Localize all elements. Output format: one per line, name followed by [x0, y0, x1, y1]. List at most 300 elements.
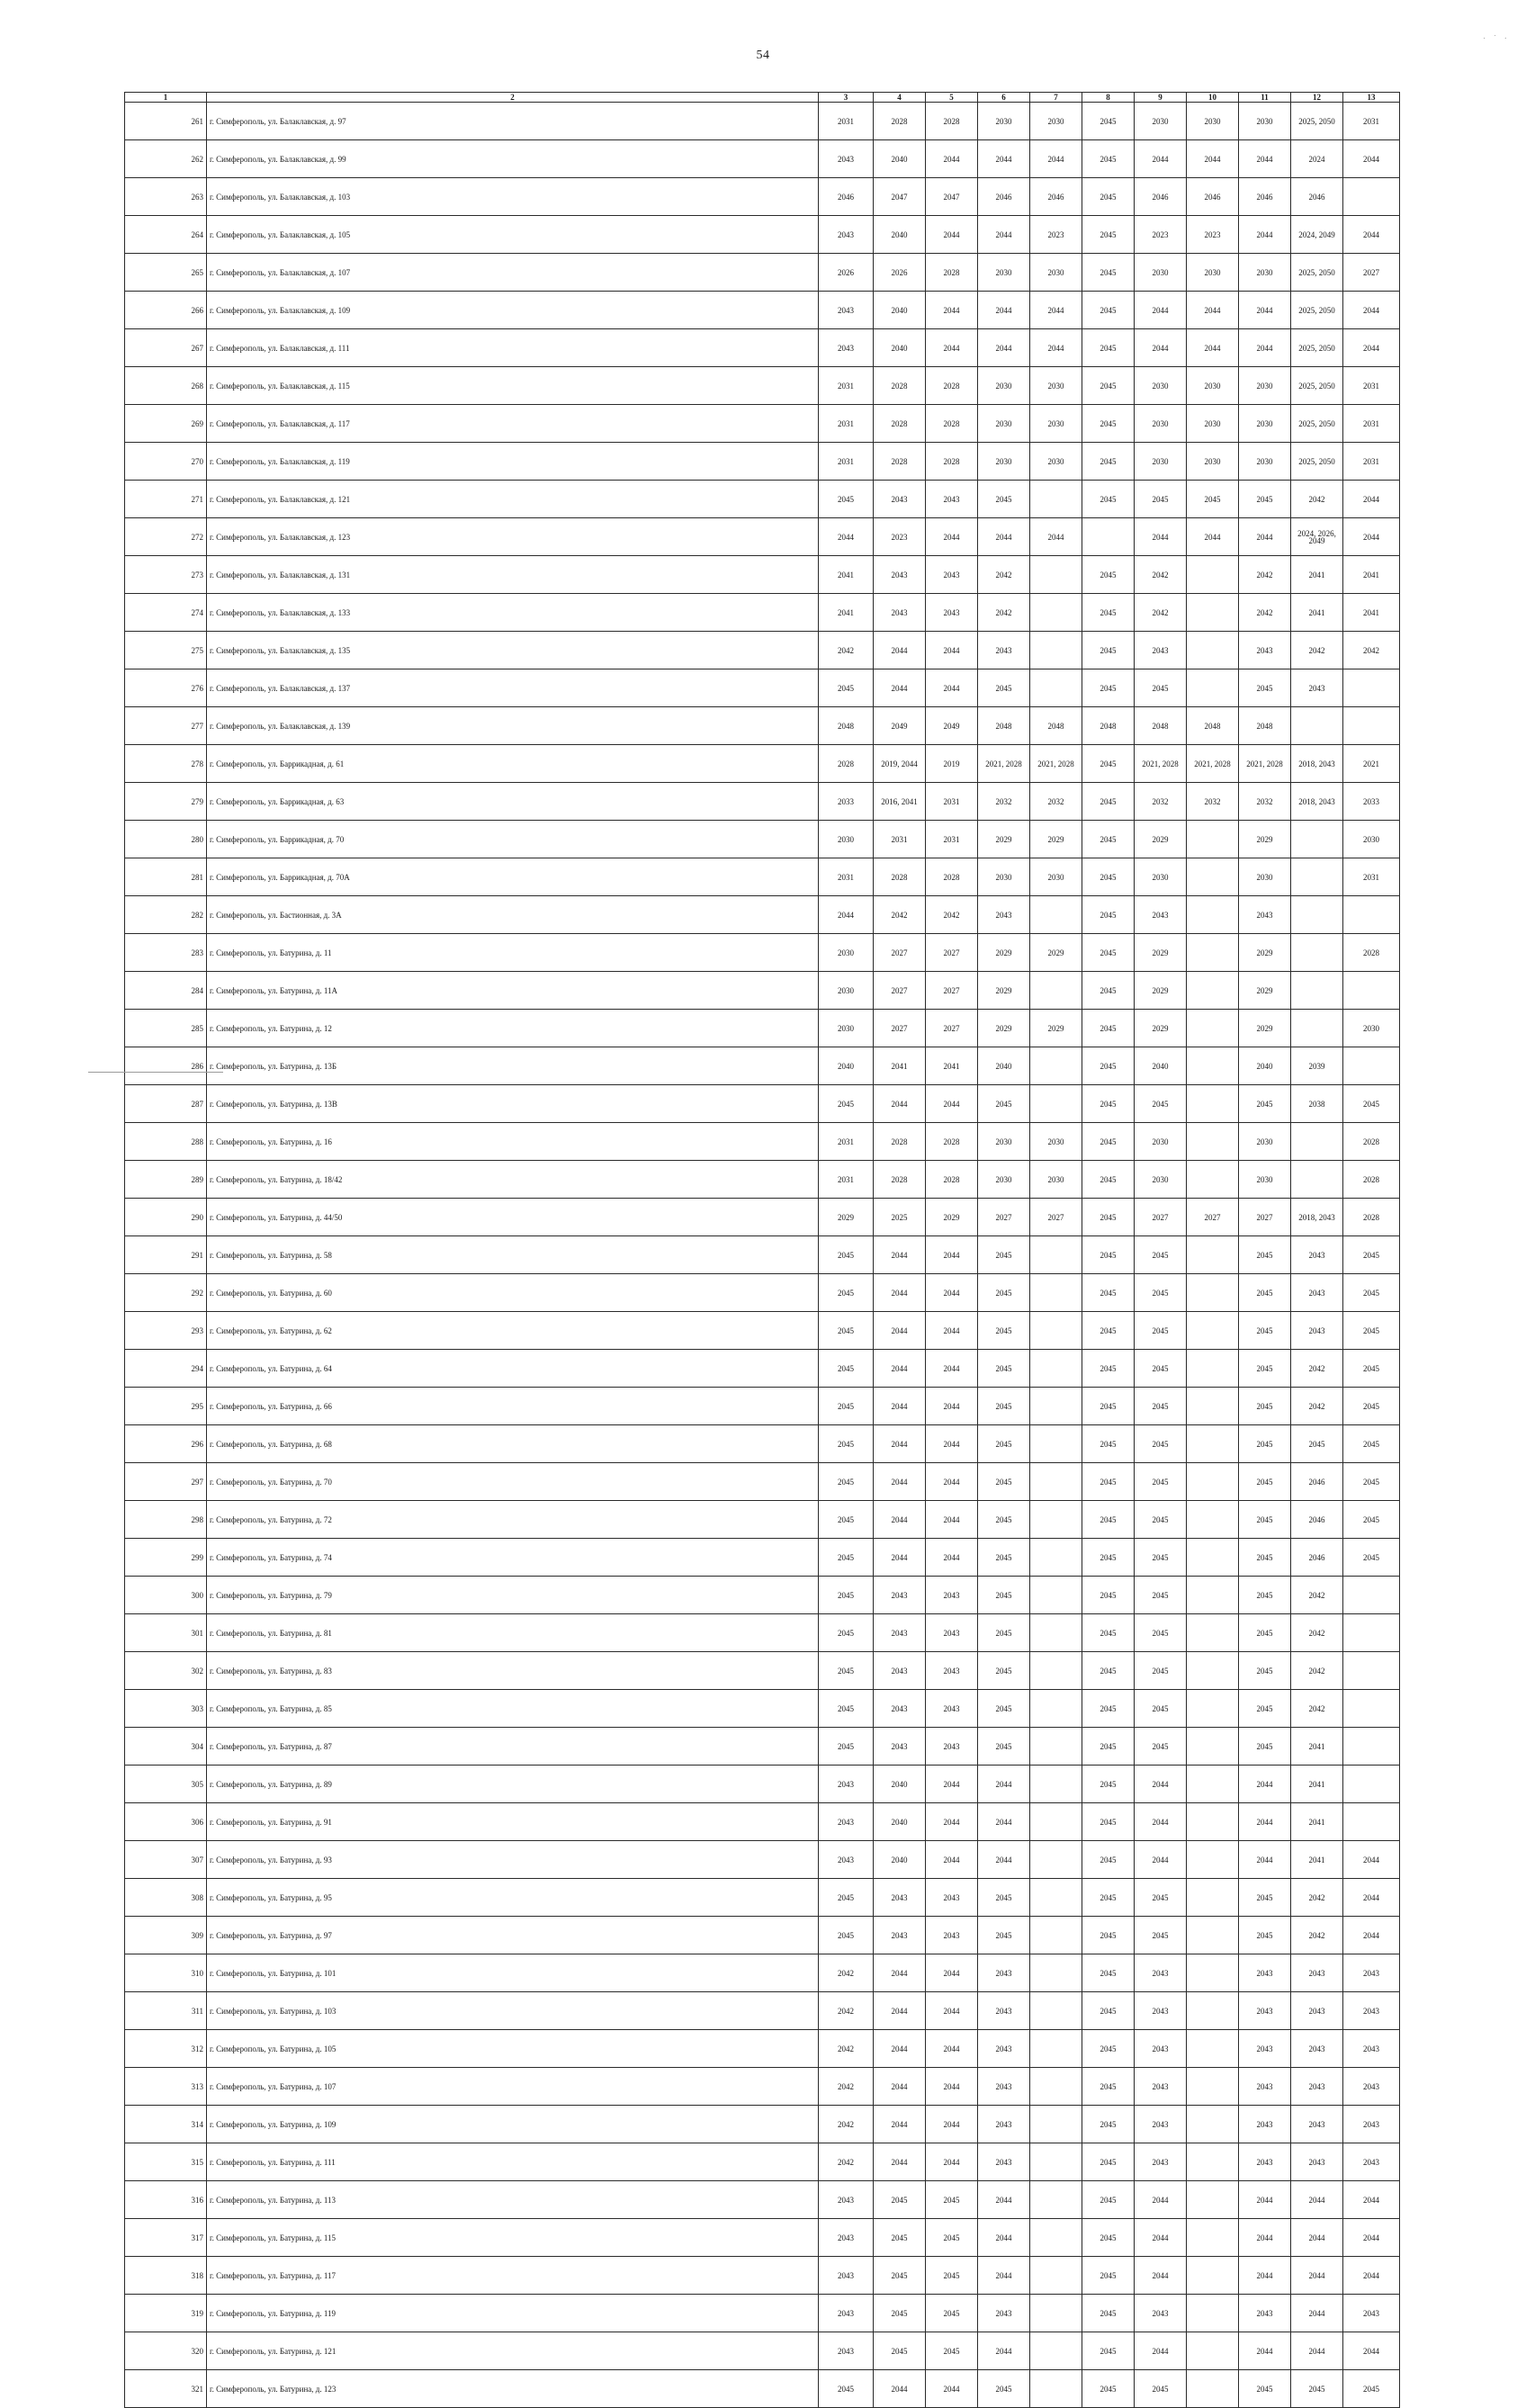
year-cell [1187, 1841, 1239, 1879]
year-cell [1082, 518, 1135, 556]
table-row [125, 1690, 1400, 1728]
year-cell: 2045 [1082, 1803, 1135, 1841]
table-row [125, 2030, 1400, 2068]
year-cell: 2045 [1239, 1614, 1291, 1652]
year-cell: 2043 [926, 1652, 978, 1690]
address-cell: г. Симферополь, ул. Балаклавская, д. 117 [207, 405, 819, 443]
year-cell: 2042 [1291, 1879, 1343, 1917]
year-cell: 2027 [1343, 254, 1400, 292]
year-cell: 2041 [1291, 1803, 1343, 1841]
address-cell: г. Симферополь, ул. Батурина, д. 83 [207, 1652, 819, 1690]
year-cell: 2045 [1082, 783, 1135, 821]
year-cell [1187, 2181, 1239, 2219]
year-cell: 2044 [874, 1501, 926, 1539]
footer-rule [88, 1072, 223, 1073]
year-cell: 2044 [1343, 1917, 1400, 1954]
year-cell: 2045 [1082, 669, 1135, 707]
year-cell: 2044 [874, 1463, 926, 1501]
address-cell: г. Симферополь, ул. Батурина, д. 74 [207, 1539, 819, 1577]
row-number-cell: 321 [125, 2370, 207, 2408]
year-cell: 2031 [819, 1123, 874, 1161]
year-cell: 2042 [978, 594, 1030, 632]
year-cell: 2045 [1135, 1917, 1187, 1954]
year-cell: 2021, 2028 [1187, 745, 1239, 783]
year-cell: 2045 [978, 1879, 1030, 1917]
year-cell [1187, 821, 1239, 858]
year-cell: 2045 [1082, 1312, 1135, 1350]
year-cell: 2045 [1082, 2181, 1135, 2219]
table-row [125, 783, 1400, 821]
year-cell: 2044 [874, 1236, 926, 1274]
year-cell: 2045 [1343, 1312, 1400, 1350]
year-cell: 2044 [1343, 2257, 1400, 2295]
row-number-cell: 273 [125, 556, 207, 594]
year-cell: 2043 [1135, 1992, 1187, 2030]
year-cell: 2045 [1135, 1690, 1187, 1728]
year-cell: 2025, 2050 [1291, 405, 1343, 443]
address-cell: г. Симферополь, ул. Балаклавская, д. 99 [207, 140, 819, 178]
year-cell [1030, 1652, 1082, 1690]
year-cell: 2028 [926, 443, 978, 481]
year-cell: 2043 [978, 2030, 1030, 2068]
year-cell [1030, 1803, 1082, 1841]
address-cell: г. Симферополь, ул. Батурина, д. 93 [207, 1841, 819, 1879]
year-cell: 2045 [1135, 1539, 1187, 1577]
year-cell: 2044 [874, 669, 926, 707]
year-cell: 2045 [1082, 1388, 1135, 1425]
year-cell: 2044 [926, 292, 978, 329]
address-cell: г. Симферополь, ул. Батурина, д. 121 [207, 2332, 819, 2370]
year-cell: 2027 [926, 934, 978, 972]
year-cell: 2033 [819, 783, 874, 821]
year-cell: 2044 [1343, 1841, 1400, 1879]
year-cell: 2044 [926, 518, 978, 556]
row-number-cell: 304 [125, 1728, 207, 1766]
year-cell: 2045 [1082, 1236, 1135, 1274]
year-cell [1030, 1954, 1082, 1992]
table-row [125, 972, 1400, 1010]
year-cell: 2045 [1343, 1085, 1400, 1123]
year-cell: 2048 [978, 707, 1030, 745]
year-cell: 2042 [874, 896, 926, 934]
year-cell: 2045 [1082, 1652, 1135, 1690]
address-cell: г. Симферополь, ул. Батурина, д. 95 [207, 1879, 819, 1917]
year-cell: 2041 [1291, 1766, 1343, 1803]
year-cell: 2045 [1082, 2219, 1135, 2257]
year-cell: 2045 [978, 1614, 1030, 1652]
row-number-cell: 303 [125, 1690, 207, 1728]
year-cell: 2045 [1082, 2143, 1135, 2181]
year-cell: 2045 [1239, 1388, 1291, 1425]
year-cell: 2045 [978, 1388, 1030, 1425]
year-cell: 2044 [926, 1992, 978, 2030]
table-row [125, 1123, 1400, 1161]
year-cell: 2044 [1343, 216, 1400, 254]
year-cell: 2030 [978, 443, 1030, 481]
table-row [125, 2295, 1400, 2332]
row-number-cell: 314 [125, 2106, 207, 2143]
year-cell: 2043 [1135, 2068, 1187, 2106]
address-cell: г. Симферополь, ул. Баррикадная, д. 70 [207, 821, 819, 858]
row-number-cell: 313 [125, 2068, 207, 2106]
year-cell: 2045 [1082, 1539, 1135, 1577]
year-cell [1187, 1652, 1239, 1690]
address-cell: г. Симферополь, ул. Батурина, д. 109 [207, 2106, 819, 2143]
year-cell: 2032 [1030, 783, 1082, 821]
year-cell: 2031 [1343, 103, 1400, 140]
year-cell: 2045 [1082, 329, 1135, 367]
year-cell: 2028 [874, 1161, 926, 1199]
year-cell: 2030 [1239, 254, 1291, 292]
scan-artifact: · ˙ · [1483, 34, 1510, 44]
address-cell: г. Симферополь, ул. Балаклавская, д. 123 [207, 518, 819, 556]
year-cell [1030, 594, 1082, 632]
year-cell: 2043 [819, 1766, 874, 1803]
column-header: 4 [874, 93, 926, 103]
year-cell: 2045 [1082, 443, 1135, 481]
year-cell: 2044 [874, 1350, 926, 1388]
year-cell: 2043 [819, 2181, 874, 2219]
address-cell: г. Симферополь, ул. Батурина, д. 58 [207, 1236, 819, 1274]
row-number-cell: 300 [125, 1577, 207, 1614]
table-row [125, 896, 1400, 934]
year-cell: 2044 [874, 1274, 926, 1312]
year-cell [1030, 2295, 1082, 2332]
year-cell: 2044 [978, 1841, 1030, 1879]
row-number-cell: 310 [125, 1954, 207, 1992]
row-number-cell: 293 [125, 1312, 207, 1350]
year-cell: 2045 [1239, 1236, 1291, 1274]
year-cell: 2029 [978, 972, 1030, 1010]
table-row [125, 292, 1400, 329]
row-number-cell: 267 [125, 329, 207, 367]
year-cell: 2043 [819, 2295, 874, 2332]
row-number-cell: 309 [125, 1917, 207, 1954]
year-cell: 2041 [1343, 556, 1400, 594]
year-cell: 2029 [978, 1010, 1030, 1047]
year-cell: 2044 [1135, 518, 1187, 556]
year-cell: 2044 [926, 2370, 978, 2408]
year-cell: 2044 [1135, 1803, 1187, 1841]
year-cell: 2044 [1343, 292, 1400, 329]
table-row [125, 1879, 1400, 1917]
year-cell: 2031 [819, 443, 874, 481]
year-cell: 2045 [819, 2370, 874, 2408]
year-cell: 2048 [1239, 707, 1291, 745]
year-cell: 2043 [1291, 2106, 1343, 2143]
year-cell [1187, 1803, 1239, 1841]
year-cell: 2030 [1135, 1123, 1187, 1161]
year-cell: 2045 [1135, 1312, 1187, 1350]
year-cell: 2045 [819, 1388, 874, 1425]
year-cell: 2044 [978, 329, 1030, 367]
row-number-cell: 290 [125, 1199, 207, 1236]
year-cell: 2030 [1239, 1123, 1291, 1161]
year-cell: 2046 [1291, 1539, 1343, 1577]
table-row [125, 1161, 1400, 1199]
year-cell: 2032 [978, 783, 1030, 821]
address-cell: г. Симферополь, ул. Батурина, д. 68 [207, 1425, 819, 1463]
year-cell: 2043 [1239, 2143, 1291, 2181]
year-cell [1187, 2068, 1239, 2106]
year-cell: 2043 [926, 1917, 978, 1954]
year-cell [1187, 669, 1239, 707]
year-cell [1187, 556, 1239, 594]
year-cell [1030, 1350, 1082, 1388]
year-cell [1030, 1766, 1082, 1803]
table-row [125, 556, 1400, 594]
year-cell: 2045 [978, 1539, 1030, 1577]
row-number-cell: 279 [125, 783, 207, 821]
year-cell: 2045 [819, 481, 874, 518]
year-cell [1030, 481, 1082, 518]
address-cell: г. Симферополь, ул. Батурина, д. 123 [207, 2370, 819, 2408]
year-cell: 2045 [1239, 1274, 1291, 1312]
year-cell: 2040 [874, 216, 926, 254]
year-cell: 2045 [1239, 1539, 1291, 1577]
row-number-cell: 263 [125, 178, 207, 216]
year-cell: 2045 [1135, 1236, 1187, 1274]
year-cell: 2043 [1135, 632, 1187, 669]
year-cell: 2045 [926, 2181, 978, 2219]
year-cell: 2031 [819, 1161, 874, 1199]
year-cell: 2045 [819, 1539, 874, 1577]
year-cell: 2045 [1135, 669, 1187, 707]
year-cell: 2044 [874, 1425, 926, 1463]
year-cell: 2045 [1239, 1652, 1291, 1690]
table-row [125, 2181, 1400, 2219]
year-cell: 2023 [1030, 216, 1082, 254]
year-cell [1187, 1501, 1239, 1539]
year-cell: 2028 [926, 367, 978, 405]
year-cell: 2045 [1135, 1879, 1187, 1917]
row-number-cell: 311 [125, 1992, 207, 2030]
year-cell: 2044 [978, 2219, 1030, 2257]
year-cell [1030, 2181, 1082, 2219]
year-cell: 2044 [1239, 1803, 1291, 1841]
year-cell: 2043 [978, 1992, 1030, 2030]
year-cell: 2042 [1239, 556, 1291, 594]
year-cell [1187, 1274, 1239, 1312]
column-header: 3 [819, 93, 874, 103]
year-cell: 2045 [978, 1728, 1030, 1766]
address-cell: г. Симферополь, ул. Батурина, д. 13В [207, 1085, 819, 1123]
year-cell: 2044 [874, 2370, 926, 2408]
year-cell: 2031 [874, 821, 926, 858]
year-cell: 2030 [1135, 405, 1187, 443]
year-cell [1030, 1501, 1082, 1539]
year-cell: 2045 [1135, 1652, 1187, 1690]
year-cell: 2045 [1082, 405, 1135, 443]
year-cell: 2045 [874, 2219, 926, 2257]
year-cell: 2040 [874, 1841, 926, 1879]
table-row [125, 2219, 1400, 2257]
year-cell: 2045 [926, 2332, 978, 2370]
year-cell: 2045 [1291, 2370, 1343, 2408]
year-cell: 2045 [1135, 1350, 1187, 1388]
year-cell: 2044 [1343, 329, 1400, 367]
year-cell: 2043 [819, 2219, 874, 2257]
year-cell [1030, 1539, 1082, 1577]
table-row [125, 1463, 1400, 1501]
year-cell: 2045 [1082, 254, 1135, 292]
year-cell: 2030 [1135, 103, 1187, 140]
year-cell: 2030 [1187, 405, 1239, 443]
address-cell: г. Симферополь, ул. Батурина, д. 115 [207, 2219, 819, 2257]
year-cell: 2021, 2028 [1030, 745, 1082, 783]
year-cell: 2043 [978, 2295, 1030, 2332]
year-cell: 2042 [1291, 1577, 1343, 1614]
address-cell: г. Симферополь, ул. Батурина, д. 70 [207, 1463, 819, 1501]
year-cell: 2044 [1239, 216, 1291, 254]
year-cell: 2045 [978, 1577, 1030, 1614]
row-number-cell: 281 [125, 858, 207, 896]
year-cell: 2045 [1082, 1463, 1135, 1501]
year-cell: 2032 [1135, 783, 1187, 821]
year-cell: 2030 [1239, 443, 1291, 481]
year-cell: 2045 [1291, 1425, 1343, 1463]
year-cell: 2018, 2043 [1291, 1199, 1343, 1236]
table-row [125, 518, 1400, 556]
year-cell: 2042 [1291, 1917, 1343, 1954]
year-cell: 2043 [1239, 2068, 1291, 2106]
year-cell [1030, 1236, 1082, 1274]
year-cell: 2044 [926, 1236, 978, 1274]
year-cell: 2043 [1343, 1992, 1400, 2030]
row-number-cell: 287 [125, 1085, 207, 1123]
year-cell: 2044 [1030, 140, 1082, 178]
year-cell [1030, 1728, 1082, 1766]
year-cell: 2043 [1239, 896, 1291, 934]
year-cell: 2045 [1343, 1539, 1400, 1577]
year-cell: 2044 [978, 518, 1030, 556]
year-cell: 2045 [819, 1652, 874, 1690]
year-cell: 2044 [926, 2068, 978, 2106]
year-cell [1187, 1539, 1239, 1577]
year-cell: 2045 [819, 1879, 874, 1917]
year-cell: 2043 [874, 1879, 926, 1917]
year-cell: 2031 [819, 858, 874, 896]
year-cell: 2045 [819, 1085, 874, 1123]
year-cell: 2046 [1187, 178, 1239, 216]
year-cell: 2045 [1082, 1350, 1135, 1388]
year-cell: 2042 [1291, 1614, 1343, 1652]
year-cell [1030, 2143, 1082, 2181]
year-cell [1030, 2219, 1082, 2257]
year-cell: 2046 [978, 178, 1030, 216]
year-cell [1187, 1463, 1239, 1501]
year-cell: 2023 [1135, 216, 1187, 254]
row-number-cell: 274 [125, 594, 207, 632]
year-cell: 2045 [1082, 2068, 1135, 2106]
year-cell: 2023 [874, 518, 926, 556]
year-cell: 2031 [1343, 443, 1400, 481]
year-cell: 2027 [874, 972, 926, 1010]
row-number-cell: 270 [125, 443, 207, 481]
address-cell: г. Симферополь, ул. Батурина, д. 89 [207, 1766, 819, 1803]
address-cell: г. Симферополь, ул. Батурина, д. 79 [207, 1577, 819, 1614]
year-cell: 2045 [1239, 1690, 1291, 1728]
year-cell: 2045 [1187, 481, 1239, 518]
year-cell: 2044 [926, 1539, 978, 1577]
year-cell [1030, 669, 1082, 707]
year-cell: 2044 [1135, 1841, 1187, 1879]
year-cell: 2043 [1291, 1312, 1343, 1350]
year-cell: 2045 [1082, 1577, 1135, 1614]
year-cell: 2045 [1082, 2030, 1135, 2068]
year-cell: 2043 [1291, 1236, 1343, 1274]
year-cell [1187, 2219, 1239, 2257]
table-row [125, 2257, 1400, 2295]
year-cell: 2044 [1030, 518, 1082, 556]
year-cell: 2030 [1239, 103, 1291, 140]
year-cell: 2045 [978, 2370, 1030, 2408]
year-cell: 2043 [1135, 896, 1187, 934]
year-cell: 2030 [978, 367, 1030, 405]
year-cell: 2027 [978, 1199, 1030, 1236]
year-cell: 2045 [819, 669, 874, 707]
table-row [125, 2332, 1400, 2370]
year-cell: 2025 [874, 1199, 926, 1236]
year-cell: 2045 [1082, 1992, 1135, 2030]
year-cell: 2045 [1343, 1425, 1400, 1463]
year-cell: 2044 [1030, 329, 1082, 367]
year-cell [1030, 1577, 1082, 1614]
year-cell: 2045 [874, 2332, 926, 2370]
year-cell: 2045 [819, 1577, 874, 1614]
address-cell: г. Симферополь, ул. Батурина, д. 66 [207, 1388, 819, 1425]
column-header: 10 [1187, 93, 1239, 103]
table-row [125, 934, 1400, 972]
year-cell: 2044 [926, 1766, 978, 1803]
year-cell: 2045 [819, 1690, 874, 1728]
year-cell: 2040 [1135, 1047, 1187, 1085]
year-cell: 2028 [819, 745, 874, 783]
year-cell [1187, 1161, 1239, 1199]
year-cell: 2030 [1030, 1161, 1082, 1199]
year-cell: 2044 [978, 1803, 1030, 1841]
year-cell: 2044 [1187, 518, 1239, 556]
column-header: 1 [125, 93, 207, 103]
row-number-cell: 289 [125, 1161, 207, 1199]
row-number-cell: 297 [125, 1463, 207, 1501]
year-cell: 2042 [1239, 594, 1291, 632]
row-number-cell: 266 [125, 292, 207, 329]
year-cell: 2045 [1135, 481, 1187, 518]
year-cell [1343, 1803, 1400, 1841]
year-cell: 2045 [1135, 1274, 1187, 1312]
table-row [125, 1917, 1400, 1954]
year-cell: 2031 [1343, 405, 1400, 443]
year-cell: 2042 [1135, 594, 1187, 632]
year-cell: 2045 [978, 669, 1030, 707]
year-cell [1187, 632, 1239, 669]
row-number-cell: 301 [125, 1614, 207, 1652]
address-cell: г. Симферополь, ул. Балаклавская, д. 109 [207, 292, 819, 329]
year-cell: 2028 [874, 858, 926, 896]
year-cell: 2044 [1239, 1766, 1291, 1803]
year-cell: 2046 [1291, 1501, 1343, 1539]
row-number-cell: 272 [125, 518, 207, 556]
address-cell: г. Симферополь, ул. Балаклавская, д. 137 [207, 669, 819, 707]
row-number-cell: 271 [125, 481, 207, 518]
address-cell: г. Симферополь, ул. Балаклавская, д. 111 [207, 329, 819, 367]
year-cell: 2028 [1343, 1123, 1400, 1161]
year-cell: 2044 [926, 2106, 978, 2143]
year-cell [1030, 1047, 1082, 1085]
table-row [125, 1047, 1400, 1085]
year-cell: 2043 [819, 140, 874, 178]
